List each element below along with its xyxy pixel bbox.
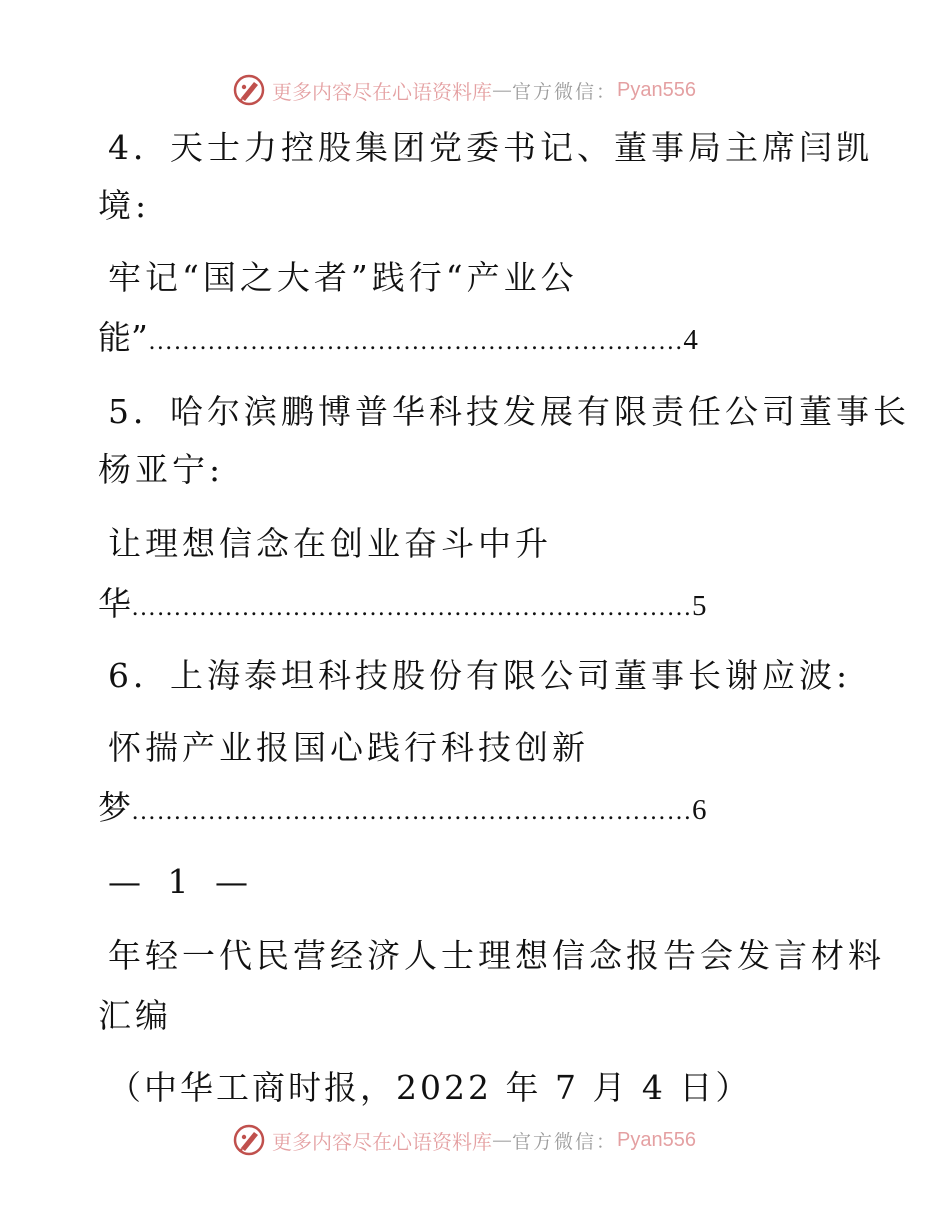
toc-entry-6-heading: 6．上海泰坦科技股份有限公司董事长谢应波: [108, 656, 852, 695]
toc-entry-5-heading-cont: 杨亚宁: [98, 450, 225, 489]
toc-entry-4-heading-cont: 境: [98, 186, 151, 225]
document-title: 年轻一代民营经济人士理想信念报告会发言材料 [108, 936, 885, 975]
toc-entry-4-title-end: 能” [98, 318, 148, 357]
toc-entry-5-dots: ………………………………………………………… [131, 594, 692, 621]
toc-entry-5-heading: 5．哈尔滨鹏博普华科技发展有限责任公司董事长 [108, 392, 910, 431]
toc-entry-4-heading: 4．天士力控股集团党委书记、董事局主席闫凯 [108, 128, 873, 167]
toc-entry-4-title: 牢记“国之大者”践行“产业公 [108, 258, 578, 297]
watermark-text: 更多内容尽在心语资料库 [272, 1129, 492, 1154]
toc-entry-4-leader[interactable] [98, 318, 698, 362]
toc-entry-5-title: 让理想信念在创业奋斗中升 [108, 524, 552, 563]
document-title-cont: 汇编 [98, 996, 172, 1035]
pen-logo-icon [232, 1123, 266, 1157]
document-source: （中华工商时报，2022 年 7 月 4 日） [108, 1068, 752, 1107]
toc-entry-6-title-end: 梦 [98, 788, 131, 827]
watermark-label: 官方微信： [512, 1130, 618, 1153]
watermark-separator: — [492, 78, 512, 102]
watermark-header [232, 72, 696, 108]
toc-entry-5-leader[interactable] [98, 584, 707, 628]
toc-entry-5-page: 5 [692, 590, 707, 622]
toc-entry-5-title-end: 华 [98, 584, 131, 623]
watermark-separator: — [492, 1128, 512, 1152]
toc-entry-6-dots: ………………………………………………………… [131, 798, 692, 825]
pen-logo-icon [232, 73, 266, 107]
toc-entry-6-leader[interactable] [98, 788, 707, 832]
watermark-label: 官方微信： [512, 80, 618, 103]
watermark-wechat-id: Pyan556 [617, 78, 696, 101]
page-number: — 1 — [108, 862, 256, 901]
watermark-wechat-id: Pyan556 [617, 1128, 696, 1151]
watermark-text: 更多内容尽在心语资料库 [272, 79, 492, 104]
toc-entry-6-title: 怀揣产业报国心践行科技创新 [108, 728, 589, 767]
toc-entry-4-page: 4 [683, 324, 698, 356]
toc-entry-4-dots: ……………………………………………………… [147, 328, 684, 355]
watermark-footer [232, 1122, 696, 1158]
toc-entry-6-page: 6 [692, 794, 707, 826]
